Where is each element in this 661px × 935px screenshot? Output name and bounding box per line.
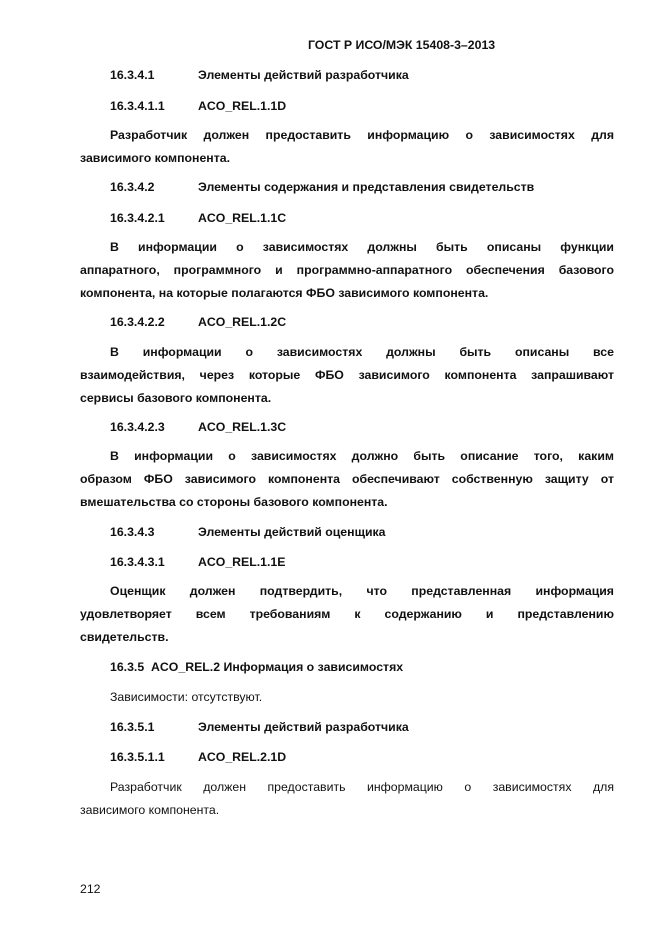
paragraph bbox=[80, 580, 614, 649]
section-number: 16.3.4.1 bbox=[110, 68, 155, 82]
paragraph bbox=[80, 236, 614, 305]
page-number: 212 bbox=[80, 882, 101, 896]
section-heading bbox=[110, 315, 286, 329]
section-heading bbox=[110, 211, 286, 225]
section-heading bbox=[110, 180, 534, 194]
section-title: ACO_REL.1.1C bbox=[198, 211, 287, 225]
section-number: 16.3.5 bbox=[110, 660, 145, 674]
section-heading bbox=[110, 660, 403, 674]
paragraph-line: вмешательства со стороны базового компонента. bbox=[80, 495, 388, 509]
section-number: 16.3.4.3 bbox=[110, 525, 155, 539]
paragraph-line: В информации о зависимостях должно быть описание того, каким bbox=[110, 449, 614, 463]
section-heading bbox=[110, 555, 285, 569]
section-heading bbox=[110, 68, 409, 82]
section-number: 16.3.4.3.1 bbox=[110, 555, 165, 569]
section-number: 16.3.4.2.1 bbox=[110, 211, 165, 225]
section-title: Элементы содержания и представления свидетельств bbox=[198, 180, 535, 194]
paragraph-line: образом ФБО зависимого компонента обеспечивают собственную защиту от bbox=[80, 472, 614, 486]
section-title: ACO_REL.1.1E bbox=[198, 555, 286, 569]
paragraph bbox=[80, 341, 614, 410]
section-heading bbox=[110, 525, 386, 539]
paragraph-line: зависимого компонента. bbox=[80, 803, 220, 817]
paragraph-line: Оценщик должен подтвердить, что представленная информация bbox=[110, 584, 614, 598]
section-title: ACO_REL.2 Информация о зависимостях bbox=[151, 660, 404, 674]
section-title: Элементы действий разработчика bbox=[198, 720, 409, 734]
section-number: 16.3.4.2 bbox=[110, 180, 155, 194]
paragraph-line: В информации о зависимостях должны быть описаны все bbox=[110, 345, 614, 359]
section-number: 16.3.4.2.3 bbox=[110, 420, 165, 434]
section-title: ACO_REL.2.1D bbox=[198, 750, 287, 764]
section-heading bbox=[110, 720, 409, 734]
section-heading bbox=[110, 420, 286, 434]
paragraph bbox=[80, 776, 614, 822]
section-title: ACO_REL.1.2C bbox=[198, 315, 287, 329]
paragraph-line: Разработчик должен предоставить информацию о зависимостях для bbox=[110, 780, 614, 794]
section-title: ACO_REL.1.3C bbox=[198, 420, 287, 434]
paragraph-line: свидетельств. bbox=[80, 630, 169, 644]
paragraph-line: взаимодействия, через которые ФБО зависимого компонента запрашивают bbox=[80, 368, 614, 382]
document-header: ГОСТ Р ИСО/МЭК 15408-3–2013 bbox=[308, 38, 496, 52]
plain-text: Зависимости: отсутствуют. bbox=[110, 690, 263, 704]
section-number: 16.3.5.1.1 bbox=[110, 750, 165, 764]
section-title: Элементы действий разработчика bbox=[198, 68, 409, 82]
paragraph-line: компонента, на которые полагаются ФБО зависимого компонента. bbox=[80, 286, 489, 300]
section-title: Элементы действий оценщика bbox=[198, 525, 386, 539]
paragraph-line: Разработчик должен предоставить информацию о зависимостях для bbox=[110, 128, 614, 142]
section-number: 16.3.4.2.2 bbox=[110, 315, 165, 329]
paragraph-line: сервисы базового компонента. bbox=[80, 391, 272, 405]
paragraph-line: зависимого компонента. bbox=[80, 151, 230, 165]
section-number: 16.3.4.1.1 bbox=[110, 99, 165, 113]
section-title: ACO_REL.1.1D bbox=[198, 99, 287, 113]
paragraph-line: В информации о зависимостях должны быть описаны функции bbox=[110, 240, 614, 254]
paragraph bbox=[80, 445, 614, 514]
section-heading bbox=[110, 750, 286, 764]
paragraph bbox=[80, 124, 614, 170]
section-heading bbox=[110, 99, 286, 113]
section-number: 16.3.5.1 bbox=[110, 720, 155, 734]
paragraph-line: удовлетворяет всем требованиям к содержанию и представлению bbox=[80, 607, 614, 621]
paragraph-line: аппаратного, программного и программно-аппаратного обеспечения базового bbox=[80, 263, 614, 277]
